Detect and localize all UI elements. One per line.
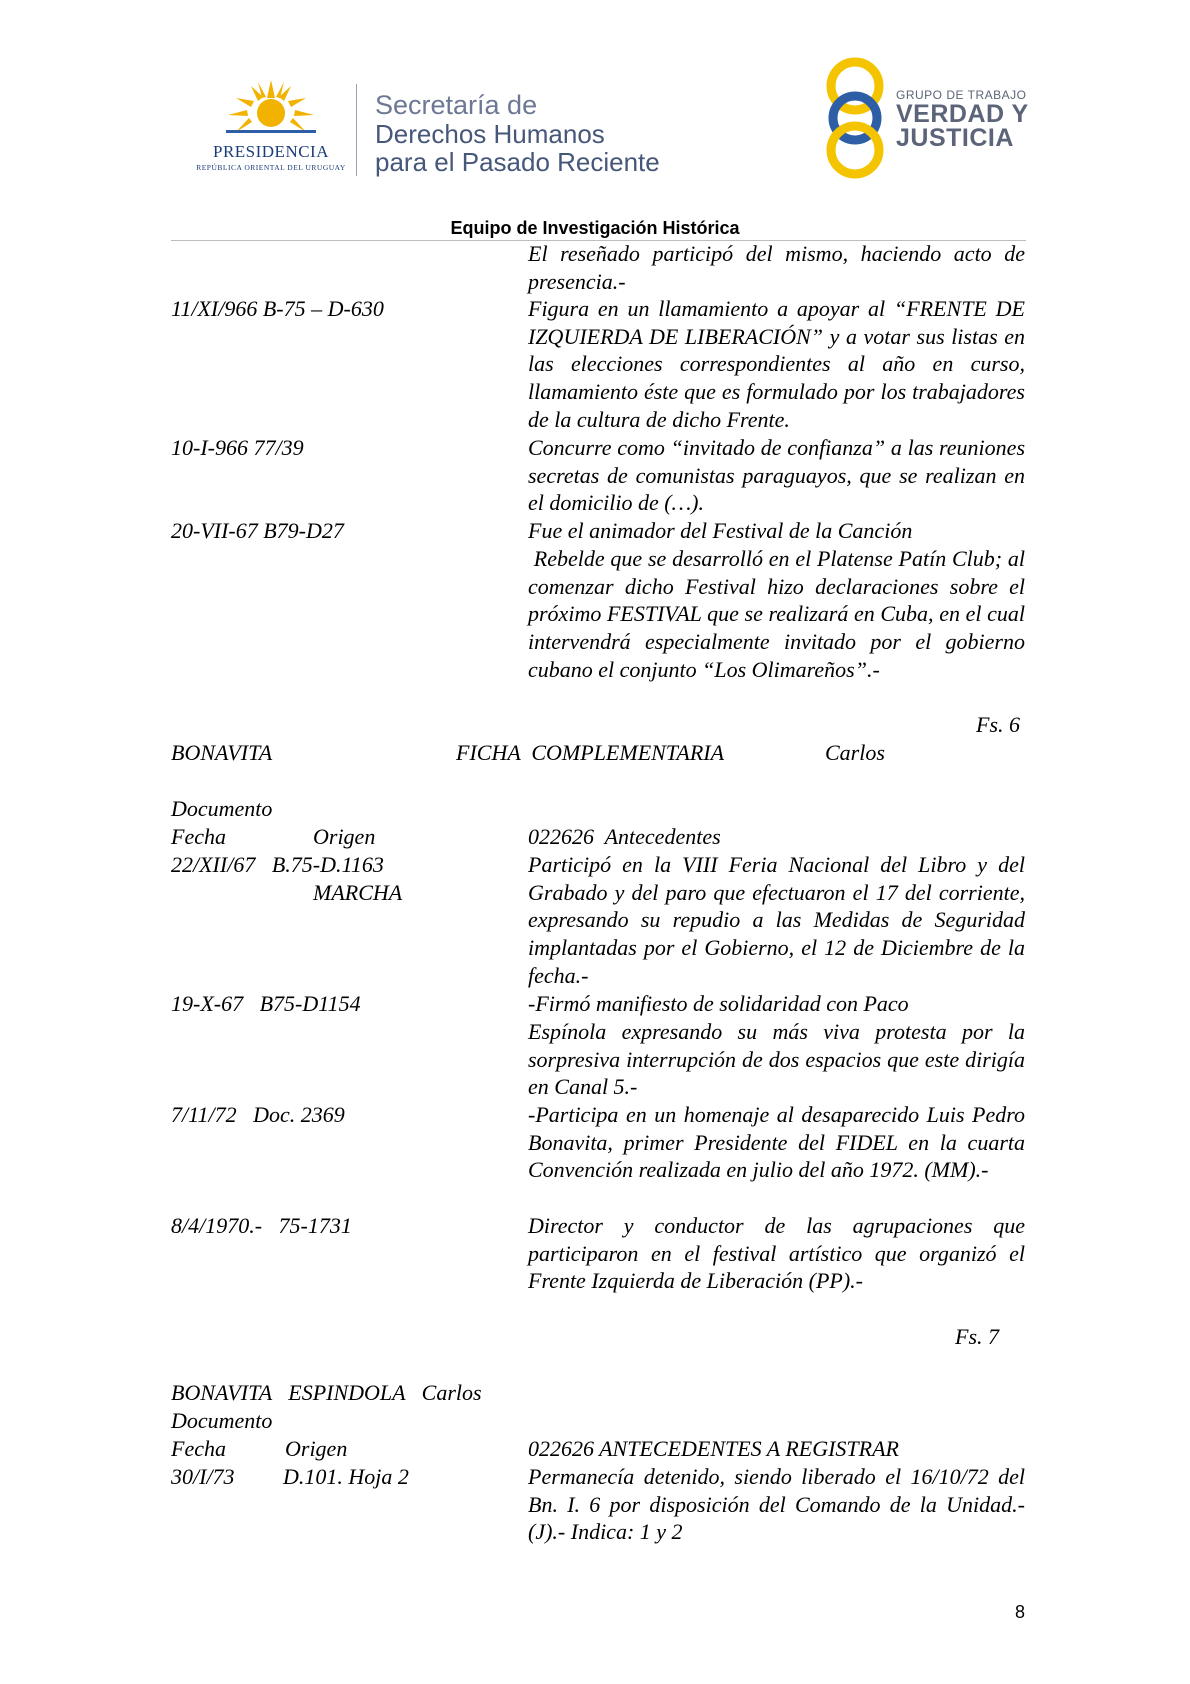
entry-date-origin: 19-X-67 B75-D1154: [171, 991, 361, 1016]
entry-date-origin: 7/11/72 Doc. 2369: [171, 1102, 345, 1127]
ficha-heading: BONAVITA ESPINDOLA Carlos: [171, 1380, 482, 1405]
entry-text: Rebelde que se desarrolló en el Platense Patín Club; al comenzar dicho Festival hizo declaraciones sobre el próximo FESTIVAL que se realizará en Cuba, en el cual intervendrá especialmente invitado por el gobierno cubano el conjunto “Los Olimareños”.-: [528, 546, 1031, 682]
presidencia-sublabel: REPÚBLICA ORIENTAL DEL URUGUAY: [196, 163, 346, 172]
grupo-trabajo-label: [896, 88, 1029, 150]
entry-date-origin: 20-VII-67 B79-D27: [171, 518, 344, 543]
equipo-heading: Equipo de Investigación Histórica: [450, 218, 740, 238]
entry-text: El reseñado participó del mismo, haciendo acto de presencia.-: [528, 241, 1025, 294]
grupo-line-2: VERDAD Y: [896, 100, 1029, 128]
folio-label: Fs. 6: [976, 712, 1020, 737]
entry-text: Espínola expresando su más viva protesta por la sorpresiva interrupción de dos espacios que este dirigía en Canal 5.-: [528, 1019, 1025, 1100]
secretaria-line-1: Secretaría de: [375, 90, 538, 120]
entry-text: -Participa en un homenaje al desaparecido Luis Pedro Bonavita, primer Presidente del FIDEL en la cuarta Convención realizada en julio del año 1972. (MM).-: [528, 1102, 1025, 1183]
documento-label: Documento: [171, 796, 273, 821]
entry-text: Director y conductor de las agrupaciones que participaron en el festival artístico que organizó el Frente Izquierda de Liberación (PP).-: [528, 1213, 1025, 1294]
antecedentes-label: 022626 Antecedentes: [528, 824, 721, 849]
entry-date-origin: 8/4/1970.- 75-1731: [171, 1213, 352, 1238]
presidencia-label: PRESIDENCIA: [212, 142, 329, 161]
origen-label: Origen: [285, 1436, 348, 1461]
folio-label: Fs. 7: [955, 1324, 999, 1349]
ficha-name: Carlos: [825, 740, 885, 765]
entry-text: Figura en un llamamiento a apoyar al “FRENTE DE IZQUIERDA DE LIBERACIÓN” y a votar sus listas en las elecciones correspondientes al año en curso, llamamiento éste que es formulado por los trabajadores de la cultura de dicho Frente.: [528, 296, 1025, 432]
antecedentes-label: 022626 ANTECEDENTES A REGISTRAR: [528, 1436, 899, 1461]
verdad-justicia-rings-icon: [820, 56, 890, 180]
header-divider: [356, 84, 357, 176]
page-number: 8: [1015, 1602, 1026, 1622]
fecha-label: Fecha: [171, 824, 226, 849]
entry-text: Participó en la VIII Feria Nacional del Libro y del Grabado y del paro que efectuaron el 17 del corriente, expresando su repudio a las Medidas de Seguridad implantadas por el Gobierno, el 12 de Diciembre de la fecha.-: [528, 852, 1025, 988]
documento-label: Documento: [171, 1408, 273, 1433]
secretaria-line-2: Derechos Humanos: [375, 119, 605, 149]
entry-origin: D.101. Hoja 2: [283, 1464, 409, 1489]
grupo-line-1: GRUPO DE TRABAJO: [896, 88, 1027, 102]
entry-text-line: Fue el animador del Festival de la Canción: [528, 518, 913, 543]
grupo-line-3: JUSTICIA: [896, 124, 1014, 152]
secretaria-title: [375, 90, 660, 176]
entry-date-origin: 22/XII/67 B.75-D.1163: [171, 852, 384, 877]
entry-date-origin: 11/XI/966 B-75 – D-630: [171, 296, 384, 321]
entry-text: Concurre como “invitado de confianza” a las reuniones secretas de comunistas paraguayos, que se realizan en el domicilio de (…).: [528, 435, 1025, 516]
secretaria-line-3: para el Pasado Reciente: [375, 147, 660, 177]
origen-label: Origen: [313, 824, 376, 849]
ficha-title: FICHA COMPLEMENTARIA: [456, 740, 725, 765]
entry-text-line: -Firmó manifiesto de solidaridad con Paco: [528, 991, 909, 1016]
entry-date: 30/I/73: [171, 1464, 235, 1489]
entry-date-origin: 10-I-966 77/39: [171, 435, 304, 460]
entry-origin-extra: MARCHA: [313, 880, 403, 905]
entry-text: Permanecía detenido, siendo liberado el 16/10/72 del Bn. I. 6 por disposición del Comando de la Unidad.- (J).- Indica: 1 y 2: [528, 1464, 1025, 1545]
fecha-label: Fecha: [171, 1436, 226, 1461]
ficha-surname: BONAVITA: [171, 740, 273, 765]
